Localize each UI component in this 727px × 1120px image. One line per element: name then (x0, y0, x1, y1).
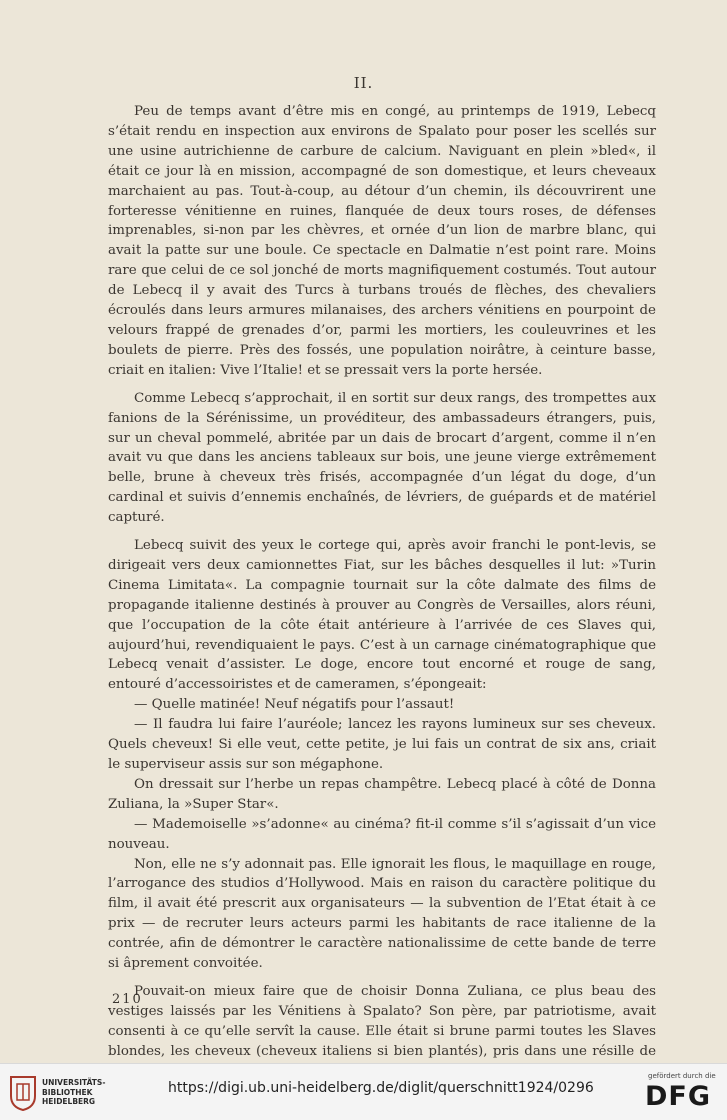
institution-name (42, 1078, 105, 1107)
paragraph-1: Peu de temps avant d’être mis en congé, au printemps de 1919, Lebecq s’était rendu en inspection aux environs de Spalato pour poser les scellés sur une usine autrichienne de carbure de calcium. Naviguant en plein »bled«, il était ce jour là en mission, accompagné de son domestique, et leurs cheveaux marchaient au pas. Tout-à-coup, au détour d’un chemin, ils découvrirent une forteresse vénitienne en ruines, flanquée de deux tours roses, de défenses imprenables, si-non par les chèvres, et ornée d’un lion de marbre blanc, qui avait la patte sur une boule. Ce spectacle en Dalmatie n’est point rare. Moins rare que celui de ce sol jonché de morts magnifiquement costumés. Tout autour de Lebecq il y avait des Turcs à turbans troués de flèches, des chevaliers écroulés dans leurs armures milanaises, des archers vénitiens en pourpoint de velours frappé de grenades d’or, parmi les mortiers, les couleuvrines et les boulets de pierre. Près des fossés, une population noirâtre, à ceinture basse, criait en italien: Vive l’Italie! et se pressait vers la porte hersée. (108, 104, 656, 378)
section-number: II. (353, 74, 374, 92)
page-number: 210 (112, 992, 143, 1007)
paragraph-3: Lebecq suivit des yeux le cortege qui, après avoir franchi le pont-levis, se dirigeait vers deux camionnettes Fiat, sur les bâches desquelles il lut: »Turin Cinema Limitata«. La compagnie tournait sur la côte dalmate des films de propagande italienne destinés à prouver au Congrès de Versailles, alors réuni, que l’occupation de la côte était antérieure à l’arrivée de ces Slaves qui, aujourd’hui, revendiquaient le pays. C’est à un carnage cinématographique que Lebecq venait d’assister. Le doge, encore tout encorné et rouge de sang, entouré d’accessoiristes et de cameramen, s’épongeait: (108, 538, 656, 693)
paragraph-9: Pouvait-on mieux faire que de choisir Donna Zuliana, ce plus beau des vestiges laissés par les Vénitiens à Spalato? Son père, par patriotisme, avait consenti à ce qu’elle servît la cause. Elle était si brune parmi toutes les Slaves blondes, les cheveux (cheveux italiens si bien plantés), pris dans une résille de (108, 983, 656, 1059)
institution-line-1: UNIVERSITÄTS- (42, 1078, 106, 1087)
permalink[interactable]: https://digi.ub.uni-heidelberg.de/diglit/querschnitt1924/0296 (168, 1080, 594, 1096)
viewer-footer (0, 1063, 727, 1120)
paragraph-5: — Il faudra lui faire l’auréole; lancez les rayons lumineux sur ses cheveux. Quels cheveux! Si elle veut, cette petite, je lui fais un contrat de six ans, criait le superviseur assis sur son mégaphone. (108, 717, 656, 772)
paragraph-2: Comme Lebecq s’approchait, il en sortit sur deux rangs, des trompettes aux fanions de la Sérénissime, un provéditeur, des ambassadeurs étrangers, puis, sur un cheval pommelé, abritée par un dais de brocart d’argent, comme il n’en avait vu que dans les anciens tableaux sur bois, une jeune vierge extrêmement belle, brune à cheveux très frisés, accompagnée d’un légat du doge, d’un cardinal et suivis d’ennemis enchaînés, de lévriers, de guépards et de matériel capturé. (108, 390, 656, 526)
funding-caption: gefördert durch die (648, 1072, 716, 1080)
institution-line-2: BIBLIOTHEK (42, 1087, 93, 1097)
paragraph-8: Non, elle ne s’y adonnait pas. Elle ignorait les flous, le maquillage en rouge, l’arrogance des studios d’Hollywood. Mais en raison du caractère politique du film, il avait été prescrit aux organisateurs — la subvention de l’Etat était à ce prix — de recruter leurs acteurs parmi les habitants de race italienne de la contrée, afin de démontrer le caractère nationalissime de cette bande de terre si âprement convoitée. (108, 856, 656, 972)
paragraph-4: — Quelle matinée! Neuf négatifs pour l’assaut! (134, 697, 455, 713)
paragraph-7: — Mademoiselle »s’adonne« au cinéma? fit-il comme s’il s’agissait d’un vice nouveau. (108, 816, 656, 852)
dfg-logo: DFG (645, 1081, 712, 1112)
institution-line-3: HEIDELBERG (42, 1097, 96, 1106)
university-seal-icon (8, 1074, 38, 1112)
paragraph-6: On dressait sur l’herbe un repas champêtre. Lebecq placé à côté de Donna Zuliana, la »Super Star«. (108, 776, 656, 812)
body-text (108, 102, 656, 1063)
